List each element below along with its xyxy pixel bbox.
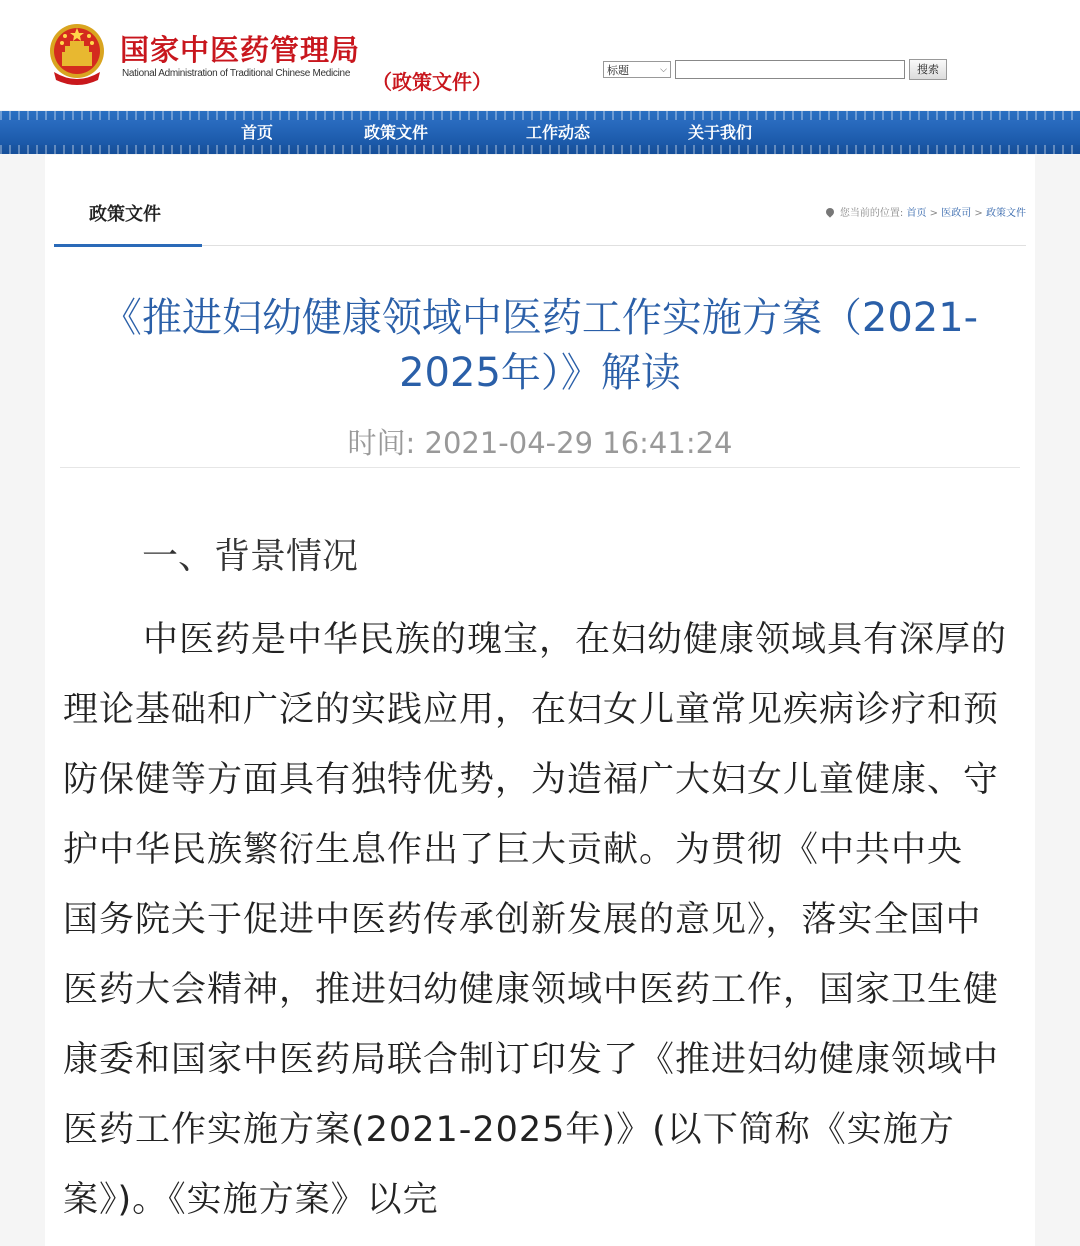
section-tag: （政策文件）	[372, 70, 492, 94]
nav-item-home[interactable]: 首页	[240, 123, 274, 142]
breadcrumb-prefix: 您当前的位置:	[839, 208, 904, 219]
breadcrumb-home[interactable]: 首页	[906, 208, 927, 219]
breadcrumb-current[interactable]: 政策文件	[986, 208, 1026, 219]
tab-policy-documents[interactable]: 政策文件	[89, 204, 161, 225]
breadcrumb	[826, 204, 1026, 219]
title-divider	[60, 467, 1020, 468]
nav-item-policy[interactable]: 政策文件	[363, 123, 429, 142]
nav-band	[0, 120, 1080, 145]
national-emblem-icon	[48, 22, 106, 88]
article-paragraph: 中医药是中华民族的瑰宝，在妇幼健康领域具有深厚的理论基础和广泛的实践应用，在妇女儿童常见疾病诊疗和预防保健等方面具有独特优势，为造福广大妇女儿童健康、守护中华民族繁衍生息作出了巨大贡献。为贯彻《中共中央 国务院关于促进中医药传承创新发展的意见》，落实全国中医药大会精神，推进妇幼健康领域中医药工作，国家卫生健康委和国家中医药局联合制订印发了《推进妇幼健康领域中医药工作实施方案(2021-2025年)》(以下简称《实施方案》)。《实施方案》以完	[63, 620, 1008, 1220]
breadcrumb-department[interactable]: 医政司	[941, 208, 972, 219]
search-field-label: 标题	[607, 64, 629, 77]
main-nav	[0, 111, 1080, 154]
site-header	[0, 0, 1080, 110]
breadcrumb-separator: >	[929, 208, 939, 219]
article-title: 《推进妇幼健康领域中医药工作实施方案（2021-2025年）》解读	[101, 295, 979, 396]
location-pin-icon	[824, 206, 835, 217]
section-heading: 一、背景情况	[142, 536, 359, 577]
chevron-down-icon: ⌵	[660, 65, 667, 75]
nav-item-news[interactable]: 工作动态	[525, 123, 591, 142]
content-panel	[45, 155, 1035, 1246]
search-field-select[interactable]	[603, 61, 671, 78]
site-logo-text[interactable]: 国家中医药管理局	[120, 33, 361, 67]
tab-active-indicator	[54, 244, 202, 247]
site-logo-english: National Administration of Traditional Chinese Medicine	[122, 68, 351, 79]
article-timestamp: 时间: 2021-04-29 16:41:24	[347, 426, 733, 460]
breadcrumb-separator: >	[974, 208, 983, 219]
search-input[interactable]	[675, 60, 905, 79]
nav-item-about[interactable]: 关于我们	[687, 123, 753, 142]
search-button[interactable]: 搜索	[909, 59, 947, 80]
